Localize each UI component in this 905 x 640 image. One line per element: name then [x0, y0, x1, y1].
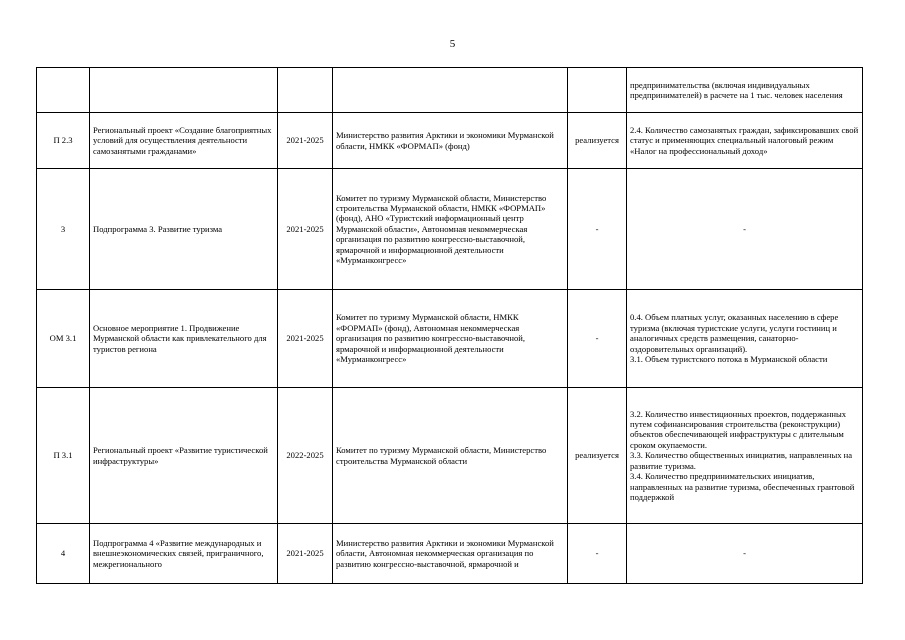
indicators-text: - — [743, 548, 746, 559]
table-row — [37, 290, 863, 388]
row-status-cell: - — [568, 524, 627, 584]
row-status-cell: реализуется — [568, 388, 627, 524]
row-indicators-cell — [627, 290, 863, 388]
row-executor-cell — [333, 68, 568, 113]
row-status-cell: - — [568, 290, 627, 388]
row-name-cell — [90, 68, 278, 113]
row-number-cell: П 2.3 — [37, 113, 90, 169]
row-number-cell: 3 — [37, 169, 90, 290]
row-period-cell: 2021-2025 — [278, 113, 333, 169]
row-period-cell: 2021-2025 — [278, 524, 333, 584]
table-row — [37, 113, 863, 169]
row-number-cell: ОМ 3.1 — [37, 290, 90, 388]
row-period-cell: 2021-2025 — [278, 290, 333, 388]
page-number: 5 — [449, 38, 456, 50]
row-executor-cell: Министерство развития Арктики и экономики Мурманской области, Автономная некоммерческая организация по развитию конгрессно-выставочной, ярмарочной и — [333, 524, 568, 584]
program-table — [36, 67, 863, 584]
row-indicators-cell — [627, 68, 863, 113]
indicators-text: - — [743, 223, 746, 234]
row-name-cell: Региональный проект «Развитие туристической инфраструктуры» — [90, 388, 278, 524]
indicators-text: 2.4. Количество самозанятых граждан, зафиксировавших свой статус и применяющих специальный налоговый режим «Налог на профессиональный доход» — [630, 124, 859, 156]
indicators-text: предпринимательства (включая индивидуальных предпринимателей) в расчете на 1 тыс. человек населения — [630, 79, 843, 100]
row-executor-cell: Комитет по туризму Мурманской области, Министерство строительства Мурманской области, НМКК «ФОРМАП» (фонд), АНО «Туристский информационный центр Мурманской области», Автономная некоммерческая организация по развитию конгрессно-выставочной, ярмарочной и информационной деятельности «Мурманконгресс» — [333, 169, 568, 290]
row-indicators-cell — [627, 388, 863, 524]
row-executor-cell: Министерство развития Арктики и экономики Мурманской области, НМКК «ФОРМАП» (фонд) — [333, 113, 568, 169]
row-number-cell — [37, 68, 90, 113]
indicators-text: 0.4. Объем платных услуг, оказанных населению в сфере туризма (включая туристские услуги, услуги гостиниц и аналогичных средств размещения, санаторно-оздоровительных организаций). 3.1. Объем туристского потока в Мурманской области — [630, 312, 839, 365]
row-period-cell — [278, 68, 333, 113]
row-executor-cell: Комитет по туризму Мурманской области, НМКК «ФОРМАП» (фонд), Автономная некоммерческая организация по развитию конгрессно-выставочной, ярмарочной и информационной деятельности «Мурманконгресс» — [333, 290, 568, 388]
row-number-cell: 4 — [37, 524, 90, 584]
row-indicators-cell — [627, 169, 863, 290]
row-indicators-cell — [627, 113, 863, 169]
table-row — [37, 524, 863, 584]
row-executor-cell: Комитет по туризму Мурманской области, Министерство строительства Мурманской области — [333, 388, 568, 524]
row-status-cell: - — [568, 169, 627, 290]
row-name-cell: Подпрограмма 4 «Развитие международных и внешнеэкономических связей, приграничного, межрегионального — [90, 524, 278, 584]
row-number-cell: П 3.1 — [37, 388, 90, 524]
row-name-cell: Региональный проект «Создание благоприятных условий для осуществления деятельности самозанятыми гражданами» — [90, 113, 278, 169]
table-row — [37, 169, 863, 290]
indicators-text: 3.2. Количество инвестиционных проектов, поддержанных путем софинансирования строительства (реконструкции) объектов обеспечивающей инфраструктуры с длительным сроком окупаемости. 3.3. Количество общественных инициатив, направленных на развитие туризма. 3.4. Количество предпринимательских инициатив, направленных на развитие туризма, обеспеченных грантовой поддержкой — [630, 408, 855, 502]
row-period-cell: 2021-2025 — [278, 169, 333, 290]
row-name-cell: Основное мероприятие 1. Продвижение Мурманской области как привлекательного для туристов региона — [90, 290, 278, 388]
row-period-cell: 2022-2025 — [278, 388, 333, 524]
row-status-cell — [568, 68, 627, 113]
table-row — [37, 388, 863, 524]
table-row — [37, 68, 863, 113]
row-indicators-cell — [627, 524, 863, 584]
row-name-cell: Подпрограмма 3. Развитие туризма — [90, 169, 278, 290]
row-status-cell: реализуется — [568, 113, 627, 169]
